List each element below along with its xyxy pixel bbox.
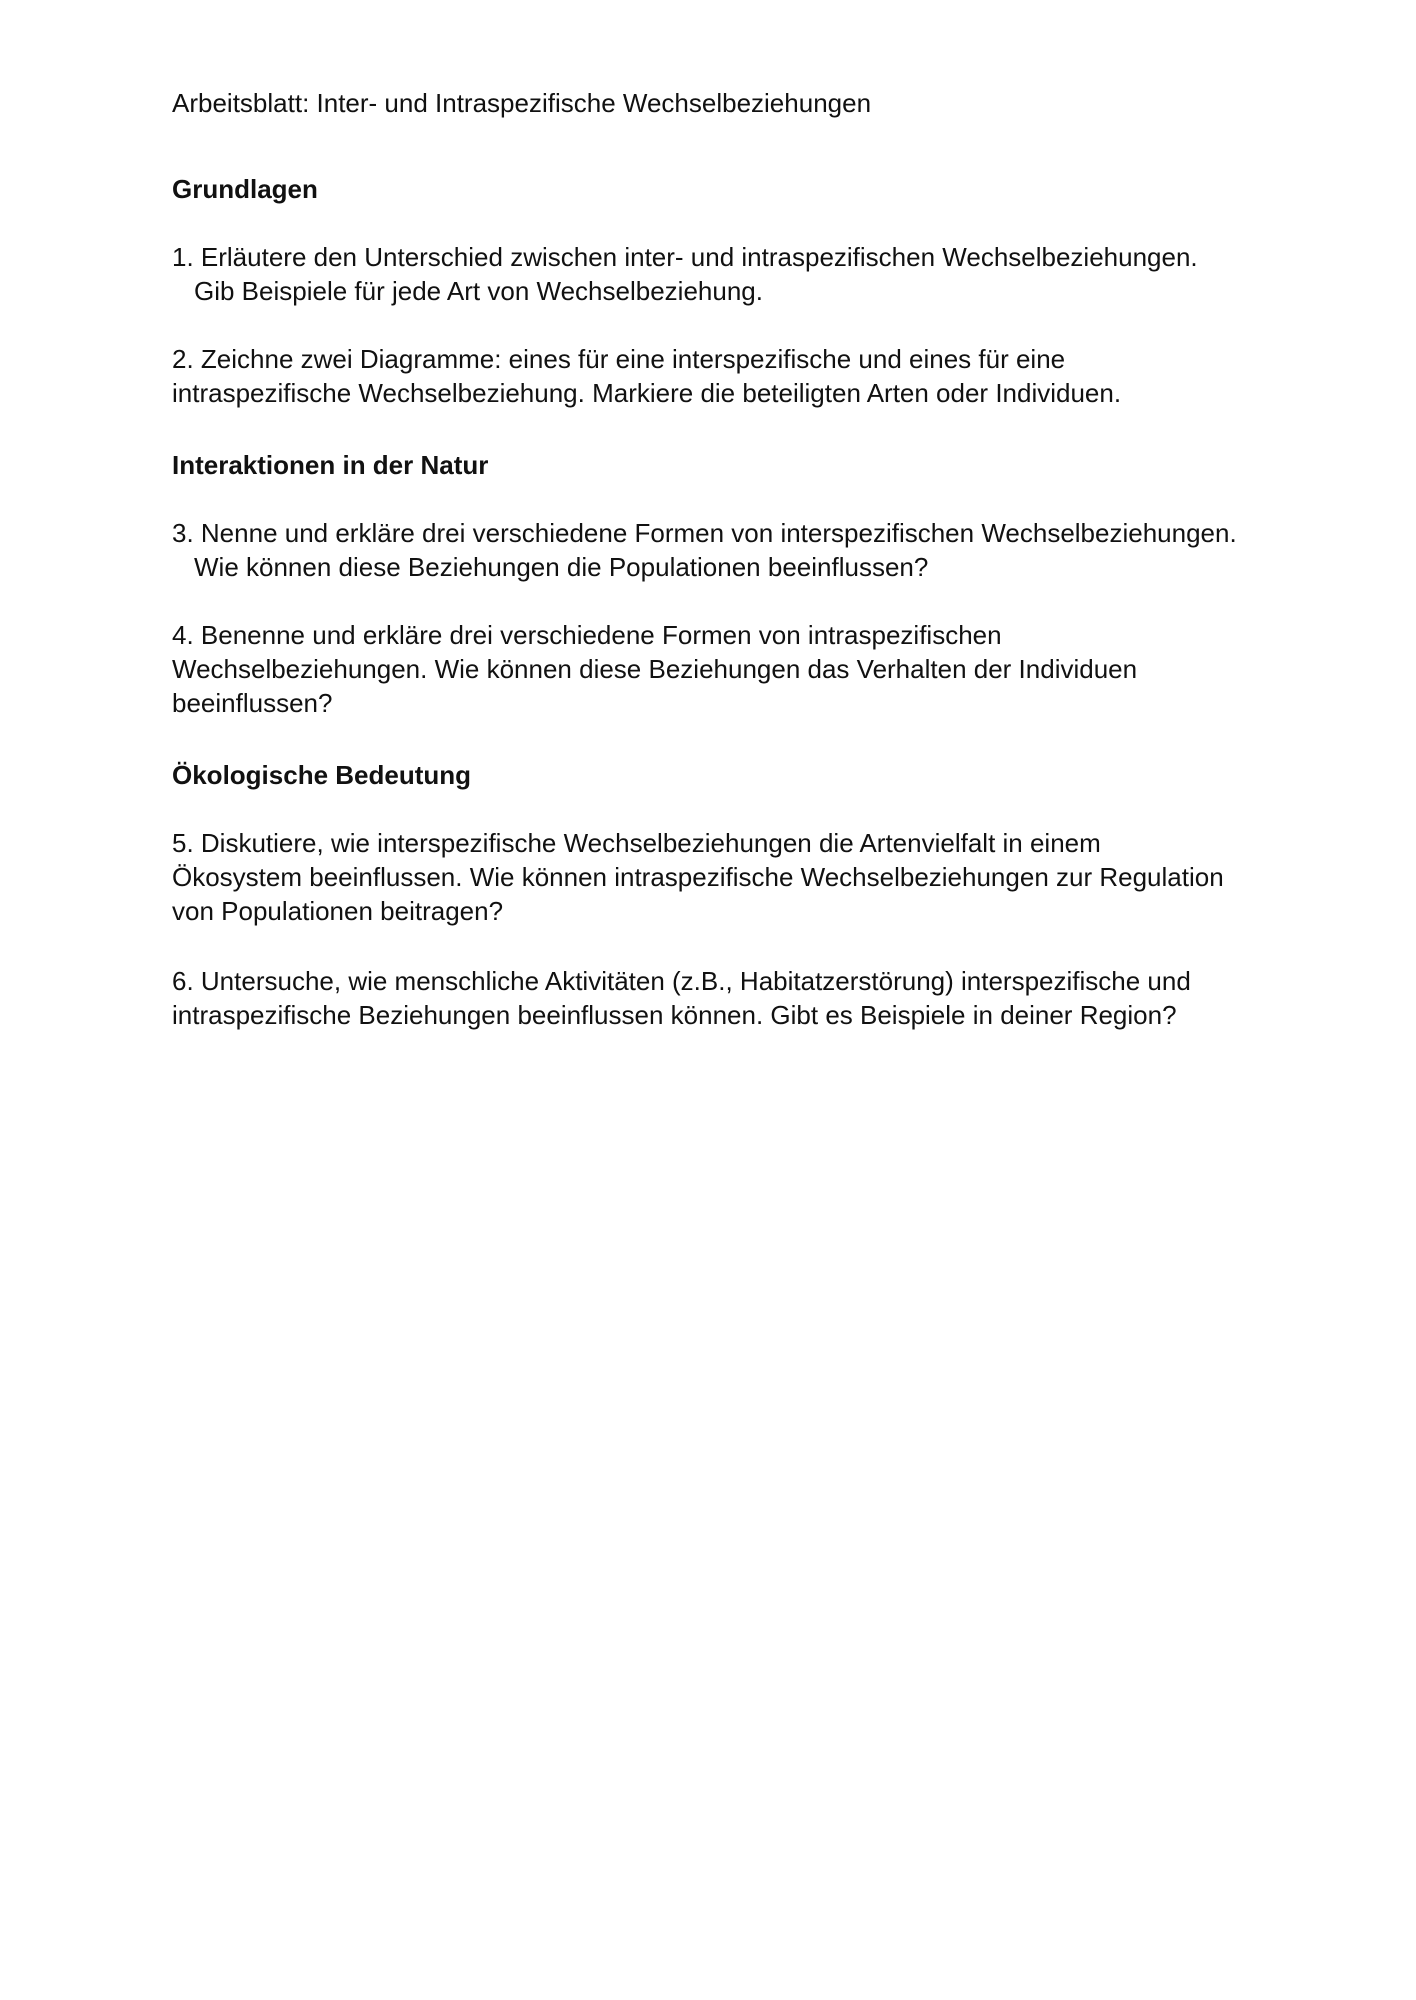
task-3-line-2: Wie können diese Beziehungen die Populationen beeinflussen? bbox=[194, 552, 929, 582]
task-4-line-2: Wechselbeziehungen. Wie können diese Beziehungen das Verhalten der Individuen bbox=[172, 654, 1138, 684]
task-1-line-2: Gib Beispiele für jede Art von Wechselbeziehung. bbox=[194, 276, 763, 306]
task-6 bbox=[172, 964, 1292, 1032]
task-4 bbox=[172, 618, 1292, 720]
task-3 bbox=[172, 516, 1292, 584]
task-4-line-3: beeinflussen? bbox=[172, 688, 333, 718]
task-5-line-1: 5. Diskutiere, wie interspezifische Wechselbeziehungen die Artenvielfalt in einem bbox=[172, 828, 1101, 858]
section-heading-grundlagen: Grundlagen bbox=[172, 174, 318, 204]
section-heading-oekologische-bedeutung: Ökologische Bedeutung bbox=[172, 760, 472, 790]
task-1-line-1: 1. Erläutere den Unterschied zwischen inter- und intraspezifischen Wechselbeziehungen. bbox=[172, 242, 1198, 272]
task-1 bbox=[172, 240, 1292, 308]
task-6-line-1: 6. Untersuche, wie menschliche Aktivitäten (z.B., Habitatzerstörung) interspezifische und bbox=[172, 966, 1191, 996]
task-2 bbox=[172, 342, 1292, 410]
task-6-line-2: intraspezifische Beziehungen beeinflussen können. Gibt es Beispiele in deiner Region? bbox=[172, 1000, 1177, 1030]
document-title: Arbeitsblatt: Inter- und Intraspezifische Wechselbeziehungen bbox=[172, 88, 872, 118]
task-2-line-2: intraspezifische Wechselbeziehung. Markiere die beteiligten Arten oder Individuen. bbox=[172, 378, 1122, 408]
task-3-line-1: 3. Nenne und erkläre drei verschiedene Formen von interspezifischen Wechselbeziehungen. bbox=[172, 518, 1237, 548]
task-2-line-1: 2. Zeichne zwei Diagramme: eines für eine interspezifische und eines für eine bbox=[172, 344, 1066, 374]
task-5-line-2: Ökosystem beeinflussen. Wie können intraspezifische Wechselbeziehungen zur Regulation bbox=[172, 862, 1224, 892]
task-5-line-3: von Populationen beitragen? bbox=[172, 896, 504, 926]
task-5 bbox=[172, 826, 1292, 928]
section-heading-interaktionen: Interaktionen in der Natur bbox=[172, 450, 489, 480]
task-4-line-1: 4. Benenne und erkläre drei verschiedene Formen von intraspezifischen bbox=[172, 620, 1002, 650]
